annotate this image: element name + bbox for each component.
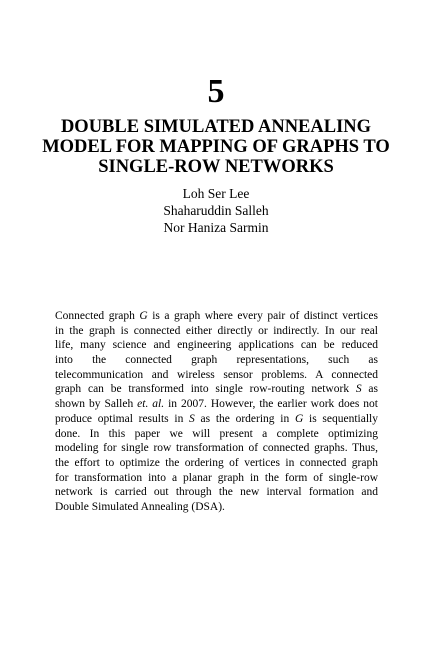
abstract-text: et. al.	[137, 398, 165, 411]
math-symbol: S	[355, 383, 362, 396]
abstract-line	[55, 397, 378, 412]
math-symbol: G	[139, 310, 148, 322]
abstract-text: produce optimal results in	[55, 412, 190, 425]
abstract-text: life, many science and engineering applications can be reduced	[55, 339, 378, 352]
abstract-text: Double Simulated Annealing (DSA).	[55, 500, 225, 513]
abstract-line	[55, 500, 378, 515]
author-list	[0, 185, 432, 236]
abstract-text: is a graph where every pair of distinct vertices	[147, 310, 378, 322]
abstract-line	[55, 368, 378, 383]
abstract-text: done. In this paper we will present a complete optimizing	[55, 427, 378, 440]
abstract-text: as	[361, 383, 378, 396]
abstract-text: modeling for single row transformation of connected graphs. Thus,	[55, 442, 378, 455]
abstract-line	[55, 441, 378, 456]
abstract-text: the effort to optimize the ordering of vertices in connected graph	[55, 456, 378, 469]
abstract-line	[55, 324, 378, 339]
abstract-text: is sequentially	[303, 412, 378, 425]
math-symbol: S	[189, 412, 195, 425]
abstract-text: for transformation into a planar graph in the form of single-row	[55, 471, 378, 484]
math-symbol: G	[294, 412, 304, 425]
abstract-line	[55, 353, 378, 368]
abstract	[55, 309, 378, 515]
abstract-line	[55, 382, 378, 397]
abstract-line	[55, 412, 378, 427]
abstract-text: as the ordering in	[194, 412, 295, 425]
abstract-text: into the connected graph representations, such as	[55, 354, 378, 367]
author-name: Nor Haniza Sarmin	[163, 220, 269, 235]
abstract-line	[55, 338, 378, 353]
abstract-text: in the graph is connected either directly or indirectly. In our real	[55, 324, 378, 337]
abstract-line	[55, 309, 378, 324]
title-line: MODEL FOR MAPPING OF GRAPHS TO	[42, 137, 390, 157]
author-name: Shaharuddin Salleh	[163, 203, 269, 218]
abstract-text: shown by Salleh	[55, 398, 138, 411]
abstract-line	[55, 427, 378, 442]
abstract-line	[55, 485, 378, 500]
abstract-text: in 2007. However, the earlier work does not	[164, 398, 379, 411]
paper-title	[40, 117, 392, 177]
abstract-text: graph can be transformed into single row-routing network	[55, 383, 356, 396]
abstract-text: telecommunication and wireless sensor problems. A connected	[55, 368, 378, 381]
title-line: SINGLE-ROW NETWORKS	[98, 157, 334, 177]
author-name: Loh Ser Lee	[182, 186, 250, 201]
abstract-text: Connected graph	[55, 310, 140, 322]
title-line: DOUBLE SIMULATED ANNEALING	[60, 117, 372, 137]
abstract-text: network is carried out through the new interval formation and	[55, 486, 378, 499]
abstract-line	[55, 471, 378, 486]
abstract-line	[55, 456, 378, 471]
chapter-number: 5	[207, 73, 225, 110]
